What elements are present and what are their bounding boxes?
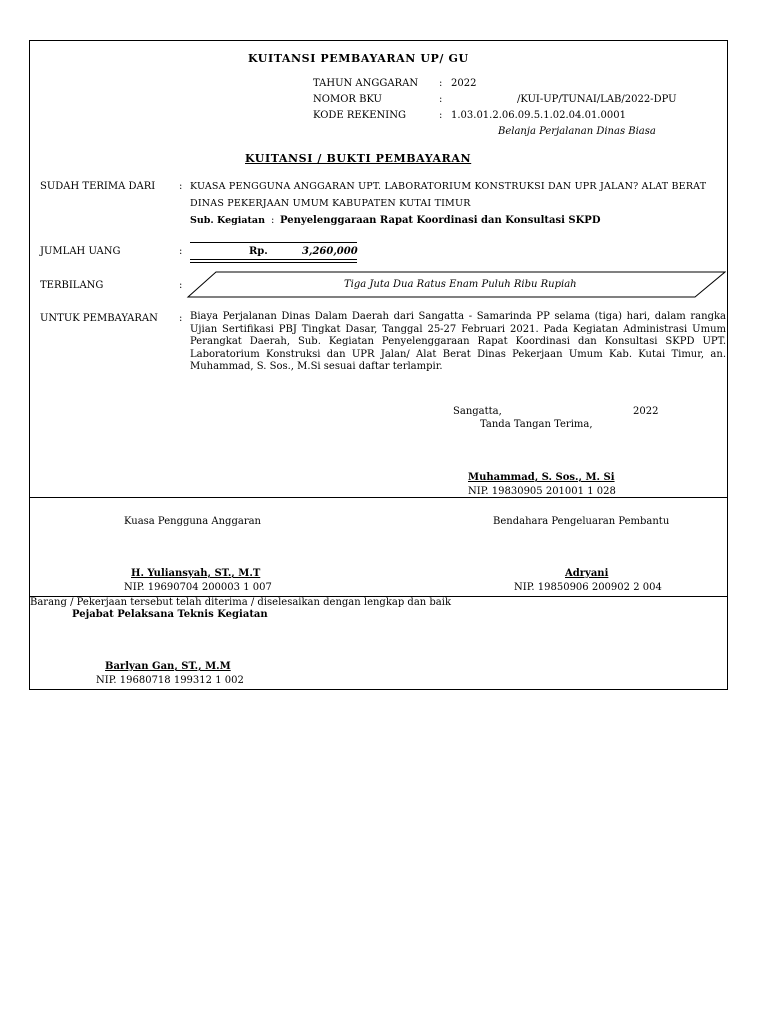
colon: : bbox=[439, 94, 443, 105]
recipient-nip: NIP. 19830905 201001 1 028 bbox=[468, 486, 616, 497]
untuk-value: Biaya Perjalanan Dinas Dalam Daerah dari Sangatta - Samarinda PP selama (tiga) hari, dalam rangka Ujian Sertifikasi PBJ Tingkat Dasar, Tanggal 25-27 Februari 2021. Pada Kegiatan Administrasi Umum Perangkat Daerah, Sub. Kegiatan Penyelenggaraan Rapat Koordinasi dan Konsultasi SKPD UPT. Laboratorium Konstruksi dan UPR Jalan/ Alat Berat Dinas Pekerjaan Umum Kab. Kutai Timur, an. Muhammad, S. Sos., M.Si sesuai daftar terlampir. bbox=[190, 311, 726, 372]
colon: : bbox=[179, 280, 183, 291]
right-signatory-nip: NIP. 19850906 200902 2 004 bbox=[514, 582, 662, 593]
tahun-label: TAHUN ANGGARAN bbox=[313, 78, 419, 89]
terima-line-2: DINAS PEKERJAAN UMUM KABUPATEN KUTAI TIMUR bbox=[190, 198, 471, 209]
footer-name: Barlyan Gan, ST., M.M bbox=[105, 661, 231, 672]
colon: : bbox=[439, 110, 443, 121]
currency-label: Rp. bbox=[249, 246, 268, 257]
colon: : bbox=[179, 313, 183, 324]
left-signatory-title: Kuasa Pengguna Anggaran bbox=[124, 516, 261, 527]
recipient-name: Muhammad, S. Sos., M. Si bbox=[468, 472, 615, 483]
nomor-label: NOMOR BKU bbox=[313, 94, 382, 105]
sign-label: Tanda Tangan Terima, bbox=[480, 419, 593, 430]
footer-title: Pejabat Pelaksana Teknis Kegiatan bbox=[72, 609, 268, 620]
tahun-value: 2022 bbox=[451, 78, 477, 89]
colon: : bbox=[439, 78, 443, 89]
divider-signatories bbox=[29, 497, 728, 498]
terima-label: SUDAH TERIMA DARI bbox=[40, 181, 156, 192]
terbilang-value: Tiga Juta Dua Ratus Enam Puluh Ribu Rupiah bbox=[344, 279, 577, 290]
sub-kegiatan-value: Penyelenggaraan Rapat Koordinasi dan Konsultasi SKPD bbox=[280, 215, 601, 226]
receipt-subtitle: KUITANSI / BUKTI PEMBAYARAN bbox=[245, 152, 472, 165]
amount-underline bbox=[190, 259, 357, 260]
belanja-label: Belanja Perjalanan Dinas Biasa bbox=[498, 126, 656, 137]
colon: : bbox=[271, 215, 275, 226]
sign-year: 2022 bbox=[633, 406, 659, 417]
footer-statement: Barang / Pekerjaan tersebut telah diterima / diselesaikan dengan lengkap dan baik bbox=[30, 597, 452, 608]
colon: : bbox=[179, 181, 183, 192]
left-signatory-nip: NIP. 19690704 200003 1 007 bbox=[124, 582, 272, 593]
nomor-value: /KUI-UP/TUNAI/LAB/2022-DPU bbox=[517, 94, 677, 105]
kode-label: KODE REKENING bbox=[313, 110, 406, 121]
right-signatory-name: Adryani bbox=[565, 568, 609, 579]
amount-underline-double bbox=[190, 262, 357, 263]
left-signatory-name: H. Yuliansyah, ST., M.T bbox=[131, 568, 261, 579]
document-title: KUITANSI PEMBAYARAN UP/ GU bbox=[248, 52, 469, 65]
terima-line-1: KUASA PENGGUNA ANGGARAN UPT. LABORATORIUM KONSTRUKSI DAN UPR JALAN? ALAT BERAT bbox=[190, 181, 707, 192]
terbilang-label: TERBILANG bbox=[40, 280, 104, 291]
sub-kegiatan-label: Sub. Kegiatan bbox=[190, 215, 265, 226]
sign-place: Sangatta, bbox=[453, 406, 502, 417]
right-signatory-title: Bendahara Pengeluaran Pembantu bbox=[493, 516, 670, 527]
colon: : bbox=[179, 246, 183, 257]
amount-top-line bbox=[190, 242, 357, 243]
jumlah-label: JUMLAH UANG bbox=[40, 246, 121, 257]
footer-nip: NIP. 19680718 199312 1 002 bbox=[96, 675, 244, 686]
kode-value: 1.03.01.2.06.09.5.1.02.04.01.0001 bbox=[451, 110, 626, 121]
amount-value: 3,260,000 bbox=[302, 246, 358, 257]
untuk-label: UNTUK PEMBAYARAN bbox=[40, 313, 158, 324]
